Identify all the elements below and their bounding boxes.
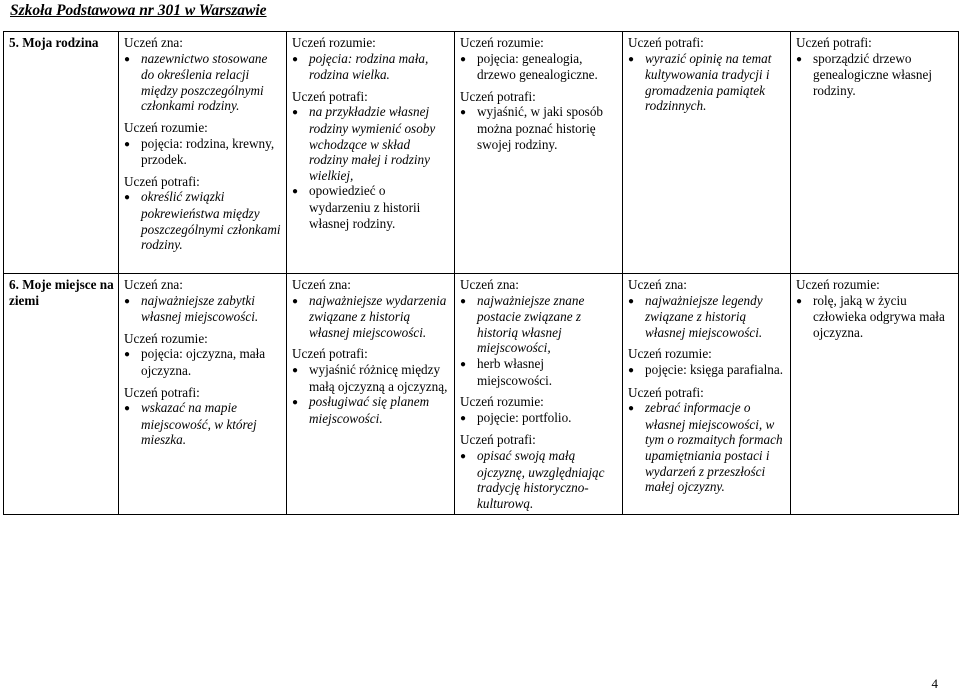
requirement-cell (623, 32, 791, 274)
requirement-list (628, 51, 786, 114)
requirement-cell (455, 32, 623, 274)
requirement-list (796, 293, 954, 341)
requirement-block (460, 394, 618, 426)
bullet-icon: ● (292, 53, 299, 65)
bullet-icon: ● (124, 192, 131, 204)
requirement-heading: Uczeń zna: (124, 277, 183, 292)
requirement-heading: Uczeń potrafi: (796, 35, 872, 50)
bullet-icon: ● (460, 450, 467, 462)
requirement-heading: Uczeń potrafi: (124, 384, 200, 400)
requirement-text: najważniejsze zabytki własnej miejscowości. (141, 292, 259, 325)
requirement-cell (287, 274, 455, 515)
requirement-block (460, 432, 618, 511)
requirement-text: pojęcie: księga parafialna. (645, 361, 784, 377)
requirement-text: wyjaśnić, w jaki sposób można poznać historię swojej rodziny. (477, 104, 604, 152)
bullet-icon: ● (796, 53, 803, 65)
requirement-text: opisać swoją małą ojczyznę, uwzględniając tradycję historyczno-kulturową. (477, 447, 605, 511)
bullet-icon: ● (460, 358, 467, 370)
requirement-item (124, 346, 282, 378)
bullet-icon: ● (628, 295, 635, 307)
requirement-item (796, 51, 954, 99)
requirement-cell (287, 32, 455, 274)
bullet-icon: ● (124, 295, 131, 307)
bullet-icon: ● (124, 349, 131, 361)
requirement-item (292, 104, 450, 183)
requirement-item (124, 400, 282, 448)
requirement-block (292, 277, 450, 340)
requirement-list (628, 293, 786, 341)
requirement-heading: Uczeń rozumie: (628, 346, 712, 362)
requirement-item (460, 410, 618, 427)
requirement-item (460, 51, 618, 83)
requirement-block (292, 346, 450, 426)
requirement-text: najważniejsze wydarzenia związane z historią własnej miejscowości. (309, 292, 447, 340)
requirement-cell (119, 274, 287, 515)
bullet-icon: ● (460, 107, 467, 119)
requirement-list (292, 51, 450, 83)
requirement-heading: Uczeń zna: (292, 277, 351, 292)
requirement-item (460, 448, 618, 511)
requirement-block (124, 35, 282, 114)
requirement-heading: Uczeń potrafi: (124, 173, 200, 189)
table-row (4, 274, 959, 515)
requirement-block (124, 331, 282, 379)
requirement-heading: Uczeń zna: (628, 277, 687, 292)
requirement-item (124, 293, 282, 325)
requirement-heading: Uczeń potrafi: (628, 35, 704, 50)
requirement-block (124, 277, 282, 325)
requirement-list (292, 104, 450, 231)
requirement-block (124, 174, 282, 253)
requirement-list (124, 189, 282, 252)
requirement-block (460, 35, 618, 83)
requirement-cell (119, 32, 287, 274)
requirement-text: najważniejsze znane postacie związane z historią własnej miejscowości, (477, 292, 585, 356)
bullet-icon: ● (460, 412, 467, 424)
requirement-item (628, 293, 786, 341)
requirement-text: posługiwać się planem miejscowości. (309, 394, 430, 426)
requirement-list (292, 293, 450, 341)
requirement-block (124, 385, 282, 448)
requirement-block (292, 35, 450, 83)
requirement-list (460, 104, 618, 152)
requirement-block (460, 277, 618, 388)
lesson-title: 6. Moje miejsce na ziemi (4, 274, 119, 515)
requirement-item (124, 136, 282, 168)
requirement-block (796, 35, 954, 98)
requirement-list (124, 51, 282, 114)
bullet-icon: ● (292, 186, 299, 198)
requirement-text: herb własnej miejscowości. (477, 355, 553, 388)
requirement-block (628, 277, 786, 340)
requirement-text: opowiedzieć o wydarzeniu z historii własnej rodziny. (309, 183, 421, 231)
requirement-heading: Uczeń potrafi: (628, 384, 704, 400)
bullet-icon: ● (460, 53, 467, 65)
requirement-list (292, 362, 450, 426)
requirement-item (628, 362, 786, 379)
requirement-block (460, 89, 618, 152)
requirement-heading: Uczeń rozumie: (124, 119, 208, 135)
requirement-cell (791, 274, 959, 515)
requirement-list (460, 51, 618, 83)
requirement-list (124, 136, 282, 168)
requirement-text: pojęcia: ojczyzna, mała ojczyzna. (141, 346, 266, 378)
requirement-list (460, 410, 618, 427)
requirement-list (796, 51, 954, 99)
bullet-icon: ● (124, 138, 131, 150)
curriculum-table (3, 31, 959, 515)
requirement-cell (455, 274, 623, 515)
requirement-item (460, 356, 618, 388)
bullet-icon: ● (628, 53, 635, 65)
requirement-item (292, 51, 450, 83)
requirement-cell (791, 32, 959, 274)
requirement-item (460, 104, 618, 152)
requirement-heading: Uczeń potrafi: (292, 88, 368, 104)
requirement-heading: Uczeń rozumie: (124, 330, 208, 346)
requirement-list (124, 400, 282, 448)
requirement-heading: Uczeń rozumie: (460, 394, 544, 410)
requirement-item (292, 183, 450, 231)
bullet-icon: ● (292, 364, 299, 376)
document-header: Szkoła Podstawowa nr 301 w Warszawie (10, 2, 267, 19)
requirement-cell (623, 274, 791, 515)
requirement-text: najważniejsze legendy związane z historią własnej miejscowości. (645, 292, 763, 340)
requirement-list (460, 293, 618, 389)
requirement-heading: Uczeń rozumie: (292, 35, 376, 50)
requirement-item (292, 362, 450, 394)
requirement-text: nazewnictwo stosowane do określenia relacji między poszczególnymi członkami rodziny. (141, 50, 268, 114)
requirement-text: zebrać informacje o własnej miejscowości, w tym o rozmaitych formach upamiętniania postaci i wydarzeń z przeszłości małej ojczyzny. (645, 400, 783, 495)
requirement-text: na przykładzie własnej rodziny wymienić osoby wchodzące w skład rodziny małej i rodziny wielkiej, (309, 104, 436, 183)
lesson-title: 5. Moja rodzina (4, 32, 119, 274)
requirement-item (124, 51, 282, 114)
requirement-text: rolę, jaką w życiu człowieka odgrywa mała ojczyzna. (813, 292, 945, 340)
bullet-icon: ● (628, 364, 635, 376)
bullet-icon: ● (124, 403, 131, 415)
requirement-item (628, 400, 786, 495)
requirement-text: pojęcia: rodzina mała, rodzina wielka. (309, 50, 429, 83)
requirement-text: wskazać na mapie miejscowość, w której mieszka. (141, 400, 257, 448)
requirement-list (628, 362, 786, 379)
requirement-heading: Uczeń zna: (460, 277, 519, 292)
requirement-block (124, 120, 282, 168)
requirement-text: wyrazić opinię na temat kultywowania tradycji i gromadzenia pamiątek rodzinnych. (645, 50, 772, 114)
requirement-item (460, 293, 618, 356)
bullet-icon: ● (796, 295, 803, 307)
requirement-text: sporządzić drzewo genealogiczne własnej rodziny. (813, 50, 932, 98)
bullet-icon: ● (628, 403, 635, 415)
requirement-item (124, 189, 282, 252)
requirement-text: określić związki pokrewieństwa między poszczególnymi członkami rodziny. (141, 189, 281, 253)
requirement-heading: Uczeń potrafi: (460, 432, 536, 448)
requirement-list (124, 293, 282, 325)
requirement-item (628, 51, 786, 114)
requirement-text: pojęcie: portfolio. (477, 409, 572, 425)
requirement-heading: Uczeń rozumie: (796, 277, 880, 292)
requirement-list (460, 448, 618, 511)
table-row (4, 32, 959, 274)
requirement-item (292, 394, 450, 426)
page-number: 4 (931, 676, 938, 691)
bullet-icon: ● (292, 295, 299, 307)
requirement-list (628, 400, 786, 495)
requirement-block (628, 35, 786, 114)
bullet-icon: ● (292, 397, 299, 409)
requirement-block (628, 346, 786, 378)
requirement-heading: Uczeń potrafi: (292, 346, 368, 362)
requirement-block (628, 385, 786, 495)
requirement-block (796, 277, 954, 340)
requirement-list (124, 346, 282, 378)
requirement-heading: Uczeń zna: (124, 35, 183, 50)
requirement-item (796, 293, 954, 341)
bullet-icon: ● (460, 295, 467, 307)
requirement-text: pojęcia: rodzina, krewny, przodek. (141, 135, 275, 168)
bullet-icon: ● (124, 53, 131, 65)
requirement-heading: Uczeń potrafi: (460, 88, 536, 104)
requirement-text: pojęcia: genealogia, drzewo genealogiczne. (477, 50, 598, 83)
requirement-block (292, 89, 450, 231)
requirement-item (292, 293, 450, 341)
bullet-icon: ● (292, 107, 299, 119)
requirement-heading: Uczeń rozumie: (460, 35, 544, 50)
requirement-text: wyjaśnić różnicę między małą ojczyzną a ojczyzną, (309, 361, 448, 394)
